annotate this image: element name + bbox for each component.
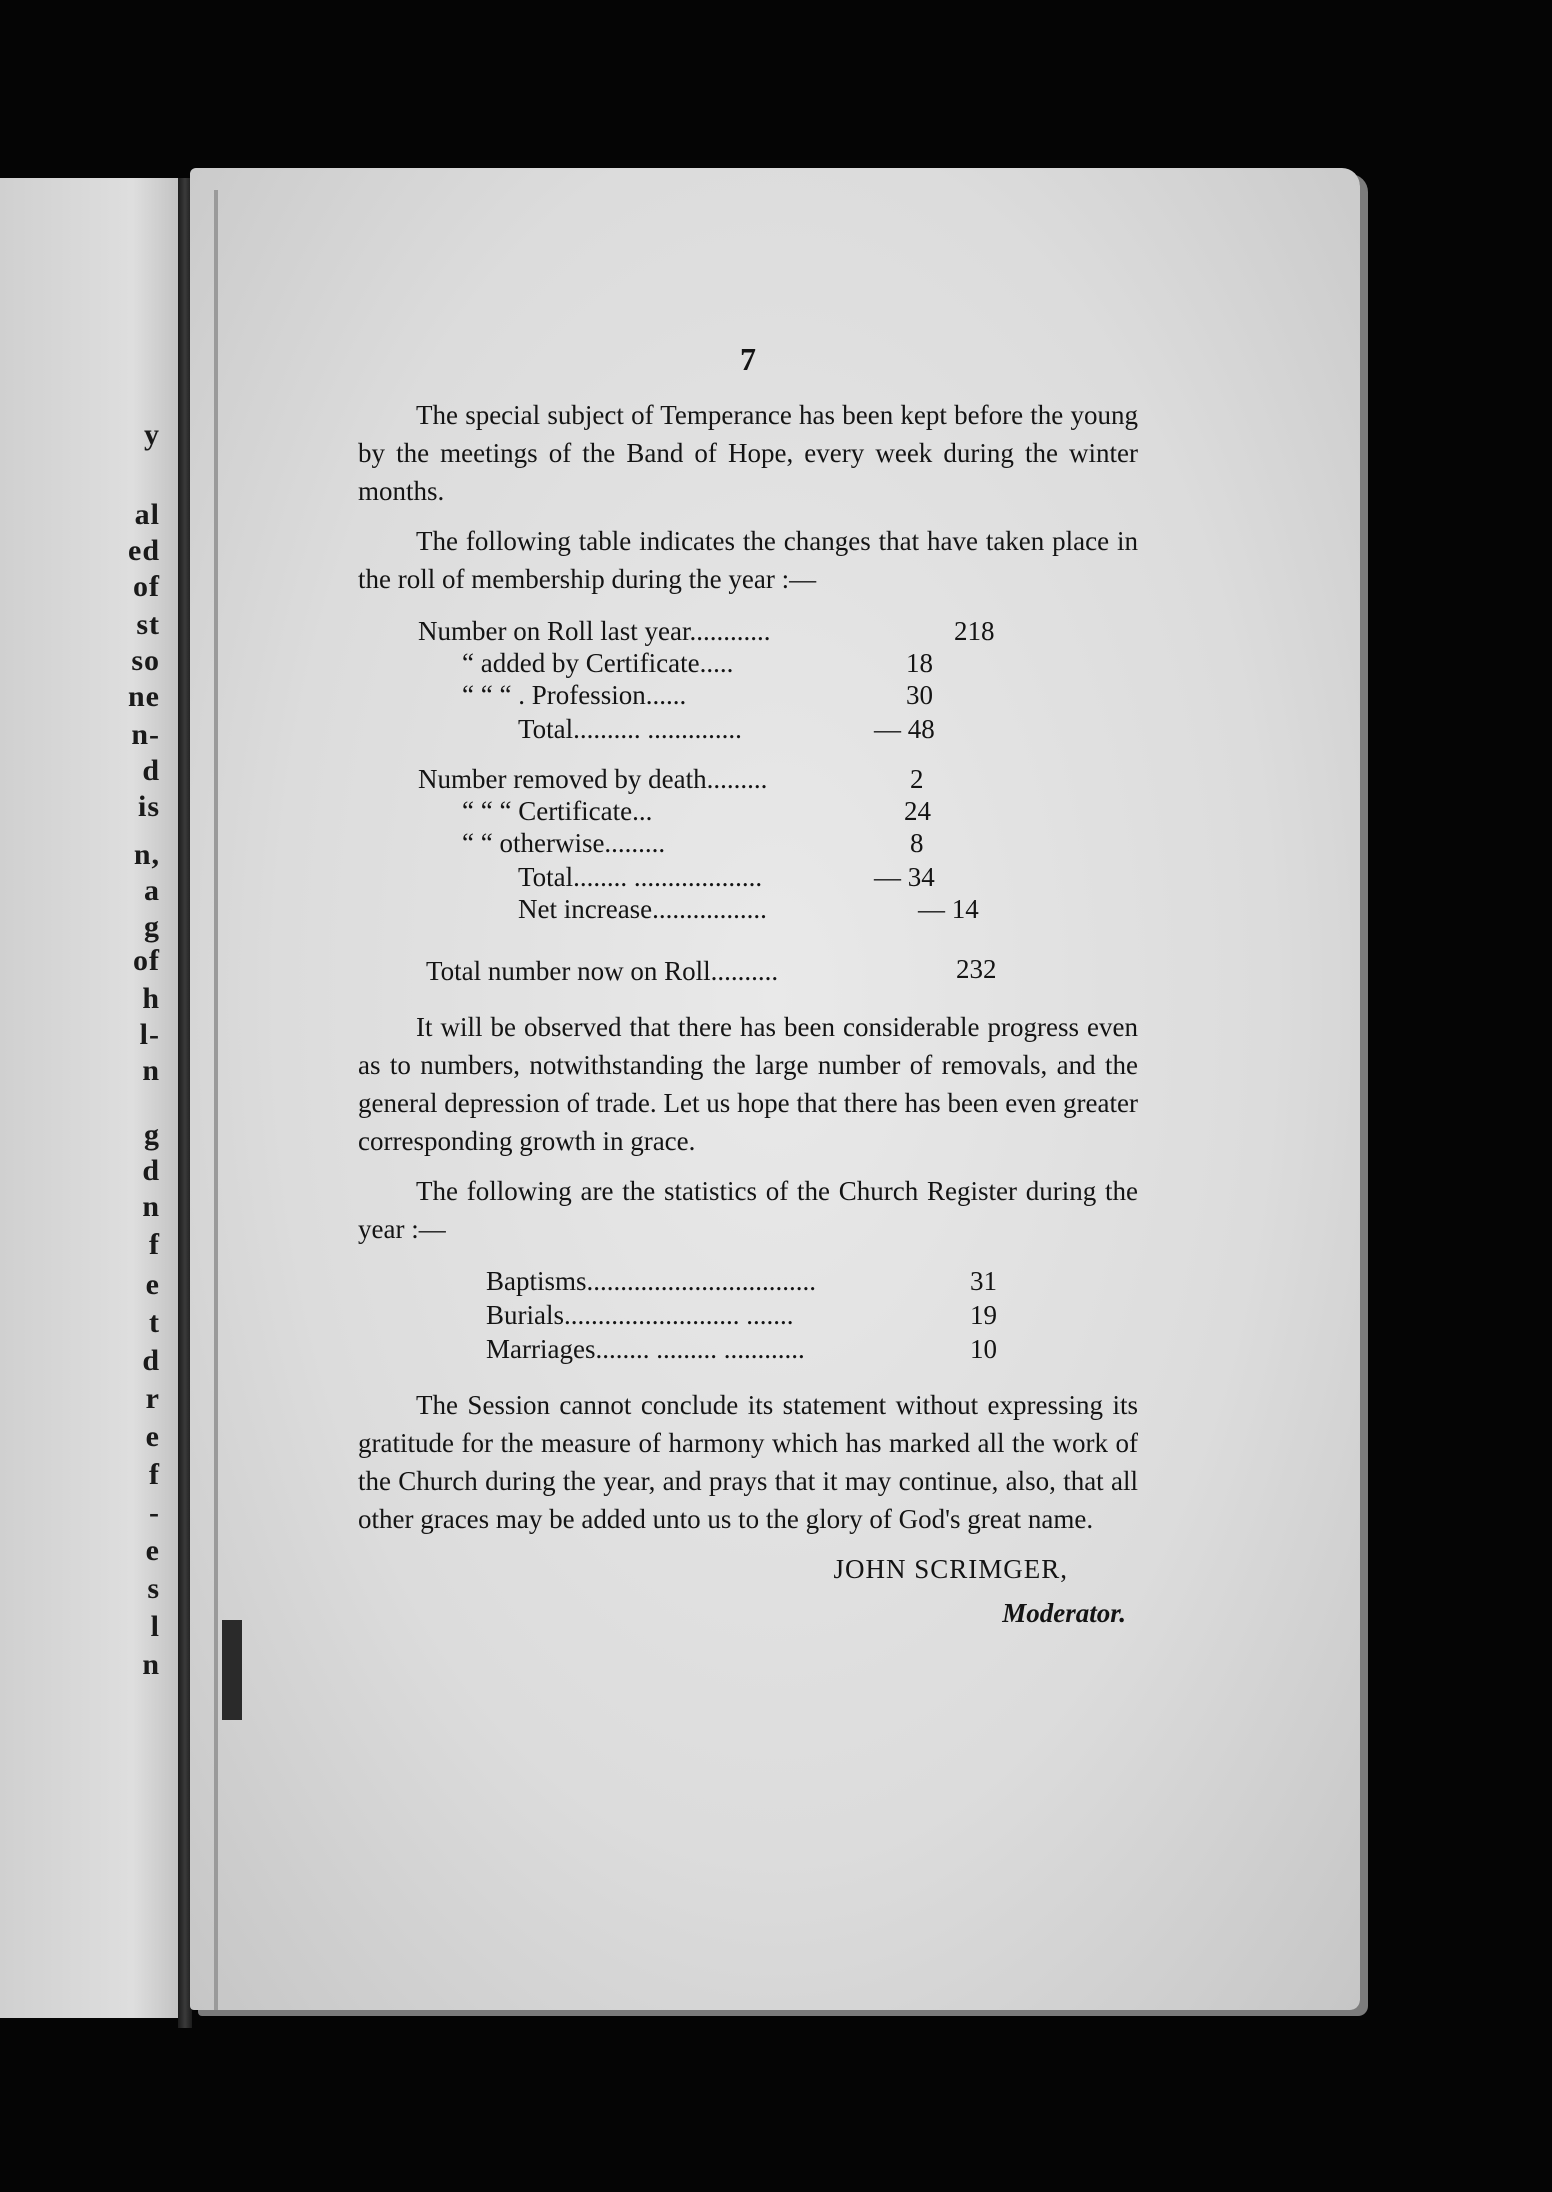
paragraph-progress: It will be observed that there has been considerable progress even as to numbers, notwithstanding the large number of removals, and the general depression of trade. Let us hope that there has been even greater corresponding growth in grace. (358, 1012, 1138, 1156)
left-page-fragment: ed (128, 534, 160, 567)
page-fold-line (214, 190, 218, 2010)
page-content (358, 340, 1138, 1632)
left-page-fragment: d (142, 1154, 160, 1187)
net-increase-value: — 14 (918, 894, 979, 924)
paragraph-register-intro: The following are the statistics of the Church Register during the year :— (358, 1176, 1138, 1244)
left-page-fragment: st (136, 608, 160, 641)
added-total-value: — 48 (874, 714, 935, 744)
marriages-value: 10 (970, 1334, 997, 1364)
removed-otherwise-label: “ “ otherwise......... (462, 828, 666, 858)
left-page-fragment: ne (128, 680, 160, 713)
removed-death-label: Number removed by death......... (418, 764, 768, 794)
left-page-fragment: of (133, 570, 160, 603)
left-page-fragment: g (144, 1118, 160, 1151)
left-page (0, 178, 190, 2018)
total-now-label: Total number now on Roll.......... (426, 956, 779, 986)
left-page-fragment: t (149, 1306, 160, 1339)
signature-name: JOHN SCRIMGER, (833, 1554, 1068, 1584)
left-page-fragment: - (149, 1496, 160, 1529)
right-page (190, 168, 1360, 2010)
removed-death-value: 2 (910, 764, 924, 794)
added-total-label: Total.......... .............. (518, 714, 742, 744)
marriages-label: Marriages........ ......... ............ (486, 1334, 805, 1364)
total-now-value: 232 (956, 954, 997, 984)
removed-total-label: Total........ ................... (518, 862, 763, 892)
paragraph-conclusion: The Session cannot conclude its statement without expressing its gratitude for the measure of harmony which has marked all the work of the Church during the year, and prays that it may continue, also, that all other graces may be added unto us to the glory of God's great name. (358, 1390, 1138, 1534)
left-page-fragment: y (144, 418, 160, 451)
baptisms-value: 31 (970, 1266, 997, 1296)
left-page-fragment: l- (139, 1018, 160, 1051)
baptisms-label: Baptisms.................................. (486, 1266, 817, 1296)
left-page-fragment: l (150, 1610, 160, 1643)
burials-label: Burials.......................... ....... (486, 1300, 794, 1330)
left-page-fragment: n (142, 1648, 160, 1681)
left-page-fragment: a (144, 874, 160, 907)
roll-last-year-value: 218 (954, 616, 995, 646)
left-page-fragment: of (133, 944, 160, 977)
removed-certificate-label: “ “ “ Certificate... (462, 796, 653, 826)
left-page-fragment: e (145, 1420, 160, 1453)
left-page-fragment: n, (133, 838, 160, 871)
left-page-fragment: n (142, 1190, 160, 1223)
burials-value: 19 (970, 1300, 997, 1330)
left-page-fragment: n (142, 1054, 160, 1087)
left-page-fragment: is (137, 790, 160, 823)
paragraph-temperance: The special subject of Temperance has been kept before the young by the meetings of the Band of Hope, every week during the winter months. (358, 400, 1138, 506)
left-page-fragment: e (145, 1268, 160, 1301)
left-page-fragment: d (142, 754, 160, 787)
added-certificate-label: “ added by Certificate..... (462, 648, 734, 678)
signature-role: Moderator. (1002, 1598, 1126, 1628)
left-page-fragment: d (142, 1344, 160, 1377)
net-increase-label: Net increase................. (518, 894, 767, 924)
church-register-table (358, 1262, 1138, 1372)
left-page-fragment: f (149, 1458, 160, 1491)
left-page-fragment: e (145, 1534, 160, 1567)
left-page-fragment: g (144, 910, 160, 943)
removed-total-value: — 34 (874, 862, 935, 892)
added-certificate-value: 18 (906, 648, 933, 678)
added-profession-value: 30 (906, 680, 933, 710)
left-page-fragment: n- (131, 718, 160, 751)
left-page-fragment: f (149, 1228, 160, 1261)
binding-tab (222, 1620, 242, 1720)
page-number: 7 (740, 341, 756, 377)
added-profession-label: “ “ “ . Profession...... (462, 680, 687, 710)
membership-table (358, 612, 1138, 992)
left-page-fragment: al (134, 498, 160, 531)
removed-otherwise-value: 8 (910, 828, 924, 858)
left-page-fragment: s (147, 1572, 160, 1605)
left-page-fragment: r (145, 1382, 160, 1415)
left-page-fragment: so (131, 644, 160, 677)
roll-last-year-label: Number on Roll last year............ (418, 616, 771, 646)
removed-certificate-value: 24 (904, 796, 931, 826)
paragraph-table-intro: The following table indicates the changes that have taken place in the roll of membership during the year :— (358, 526, 1138, 594)
left-page-fragment: h (142, 982, 160, 1015)
